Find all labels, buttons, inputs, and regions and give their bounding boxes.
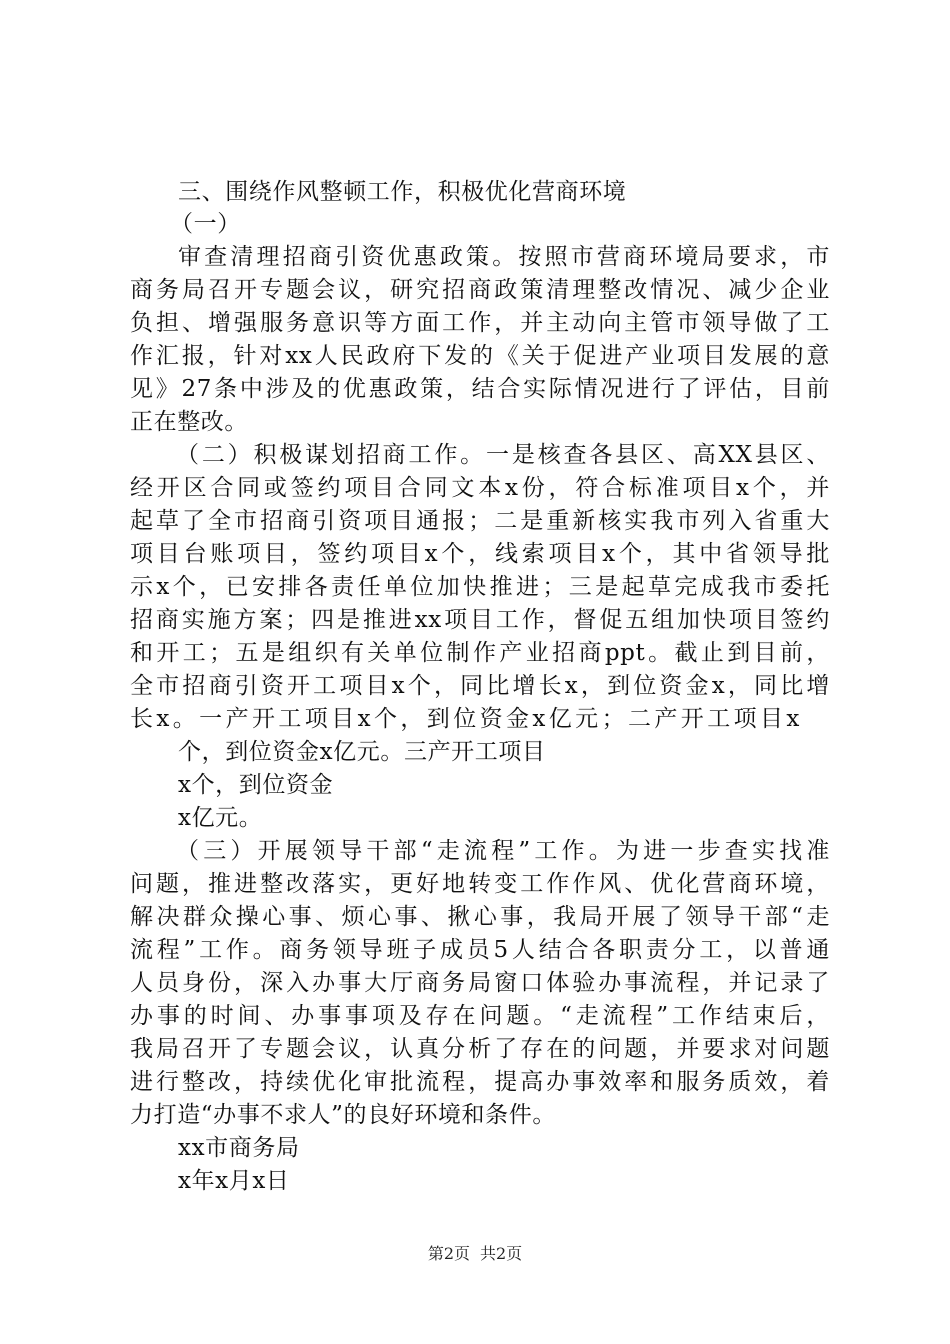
- page-total: 共2页: [480, 1244, 523, 1263]
- paragraph-line: （二）积极谋划招商工作。一是核查各县区、高XX县区、: [176, 442, 830, 468]
- paragraph-line: 见》27条中涉及的优惠政策，结合实际情况进行了评估，目前: [130, 376, 830, 402]
- page-number: 第2页: [427, 1244, 470, 1263]
- section-heading: 三、围绕作风整顿工作，积极优化营商环境: [178, 179, 627, 205]
- paragraph-line: 办事的时间、办事事项及存在问题。“走流程”工作结束后，: [130, 1003, 830, 1029]
- paragraph-line: 项目台账项目，签约项目x个，线索项目x个，其中省领导批: [130, 541, 830, 567]
- paragraph-line: 起草了全市招商引资项目通报；二是重新核实我市列入省重大: [130, 508, 830, 534]
- paragraph-line: 招商实施方案；四是推进xx项目工作，督促五组加快项目签约: [130, 607, 830, 633]
- paragraph-line: 个，到位资金x亿元。三产开工项目: [178, 739, 546, 765]
- signature-organization: xx市商务局: [178, 1135, 300, 1161]
- paragraph-line: 作汇报，针对xx人民政府下发的《关于促进产业项目发展的意: [130, 343, 830, 369]
- paragraph-line: 商务局召开专题会议，研究招商政策清理整改情况、减少企业: [130, 277, 830, 303]
- paragraph-line: x亿元。: [178, 805, 263, 831]
- paragraph-line: 问题，推进整改落实，更好地转变工作作风、优化营商环境，: [130, 871, 830, 897]
- paragraph-line: x个，到位资金: [178, 772, 334, 798]
- paragraph-line: 示x个，已安排各责任单位加快推进；三是起草完成我市委托: [130, 574, 830, 600]
- paragraph-line: 负担、增强服务意识等方面工作，并主动向主管市领导做了工: [130, 310, 830, 336]
- paragraph-line: 审查清理招商引资优惠政策。按照市营商环境局要求，市: [178, 244, 830, 270]
- paragraph-line: 进行整改，持续优化审批流程，提高办事效率和服务质效，着: [130, 1069, 830, 1095]
- paragraph-line: 力打造“办事不求人”的良好环境和条件。: [130, 1102, 556, 1128]
- paragraph-line: 长x。一产开工项目x个，到位资金x亿元；二产开工项目x: [130, 706, 800, 732]
- paragraph-line: （三）开展领导干部“走流程”工作。为进一步查实找准: [176, 838, 830, 864]
- paragraph-line: 人员身份，深入办事大厅商务局窗口体验办事流程，并记录了: [130, 970, 830, 996]
- page-footer: [0, 1243, 950, 1265]
- paragraph-line: 解决群众操心事、烦心事、揪心事，我局开展了领导干部“走: [130, 904, 830, 930]
- paragraph-line: 正在整改。: [130, 409, 248, 435]
- paragraph-line: 我局召开了专题会议，认真分析了存在的问题，并要求对问题: [130, 1036, 830, 1062]
- paragraph-line: 经开区合同或签约项目合同文本x份，符合标准项目x个，并: [130, 475, 830, 501]
- paragraph-line: 流程”工作。商务领导班子成员5人结合各职责分工，以普通: [130, 937, 830, 963]
- signature-date: x年x月x日: [178, 1168, 290, 1194]
- subsection-label-1: （一）: [170, 211, 241, 237]
- paragraph-line: 全市招商引资开工项目x个，同比增长x，到位资金x，同比增: [130, 673, 830, 699]
- paragraph-line: 和开工；五是组织有关单位制作产业招商ppt。截止到目前，: [130, 640, 830, 666]
